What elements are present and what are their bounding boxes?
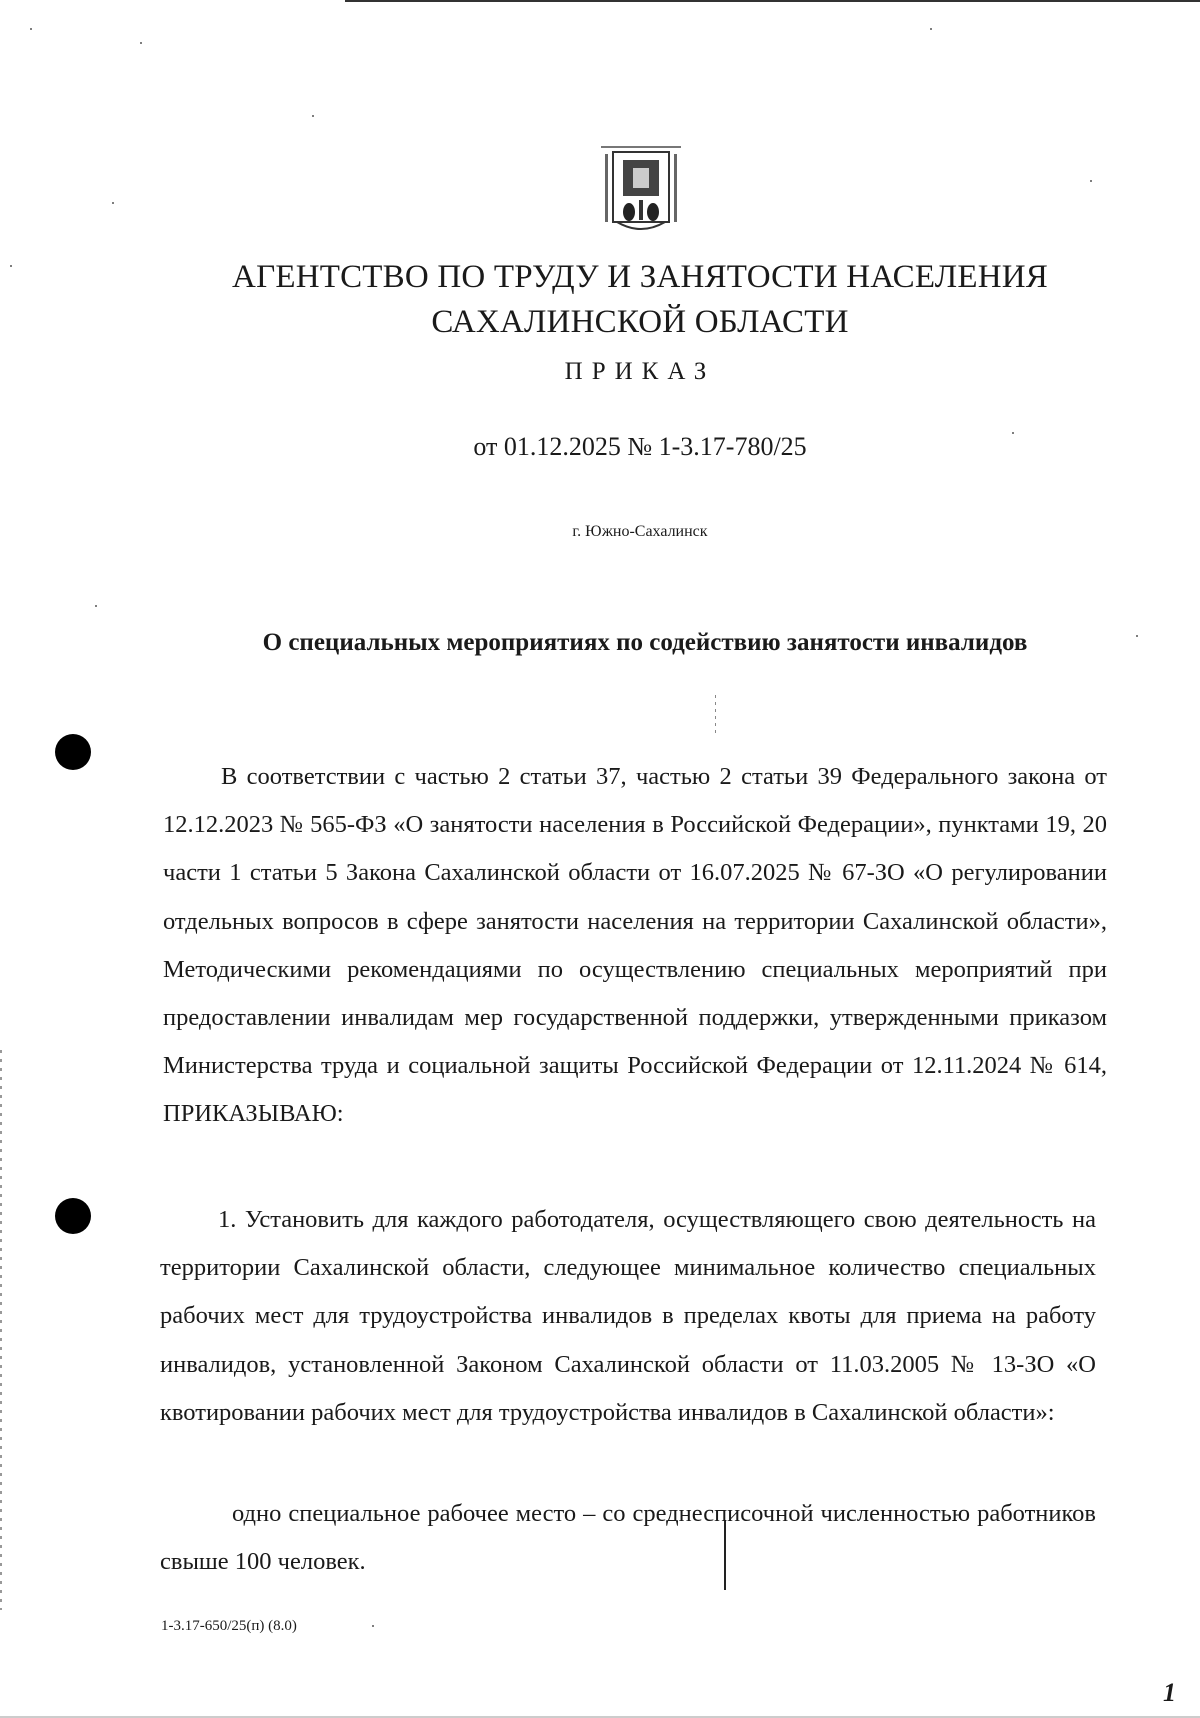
page-number: 1: [1163, 1678, 1176, 1707]
agency-name-line1: АГЕНТСТВО ПО ТРУДУ И ЗАНЯТОСТИ НАСЕЛЕНИЯ: [232, 259, 1048, 295]
city-label: г. Южно-Сахалинск: [572, 523, 708, 540]
punch-hole-top: [55, 734, 91, 770]
scan-speck: [112, 202, 114, 204]
item-1-paragraph: 1. Установить для каждого работодателя, осуществляющего свою деятельность на территории Сахалинской области, следующее минимальное количество специальных рабочих мест для трудоустройства инвалидов в пределах квоты для приема на работу инвалидов, установленной Законом Сахалинской области от 11.03.2005 № 13-ЗО «О квотировании рабочих мест для трудоустройства инвалидов в Сахалинской области»:: [160, 1206, 1096, 1426]
item-1-sub-paragraph: одно специальное рабочее место – со среднесписочной численностью работников свыше 100 человек.: [160, 1500, 1096, 1576]
scan-speck: [1090, 180, 1092, 182]
document-code: 1-3.17-650/25(п) (8.0): [161, 1618, 297, 1634]
coat-of-arms-emblem: [599, 142, 683, 238]
order-number: от 01.12.2025 № 1-3.17-780/25: [473, 432, 807, 461]
scan-speck: [30, 28, 32, 30]
preamble-paragraph: В соответствии с частью 2 статьи 37, частью 2 статьи 39 Федерального закона от 12.12.2023 № 565-ФЗ «О занятости населения в Российской Федерации», пунктами 19, 20 части 1 статьи 5 Закона Сахалинской области от 16.07.2025 № 67-ЗО «О регулировании отдельных вопросов в сфере занятости населения на территории Сахалинской области», Методическими рекомендациями по осуществлению специальных мероприятий при предоставлении инвалидам мер государственной поддержки, утвержденными приказом Министерства труда и социальной защиты Российской Федерации от 12.11.2024 № 614, ПРИКАЗЫВАЮ:: [163, 763, 1107, 1128]
scan-artifact-dashes: [715, 695, 716, 733]
scan-edge-top: [345, 0, 1200, 2]
scan-speck: [372, 1625, 374, 1627]
agency-name-line2: САХАЛИНСКОЙ ОБЛАСТИ: [431, 304, 849, 340]
scan-speck: [312, 115, 314, 117]
order-subject: О специальных мероприятиях по содействию занятости инвалидов: [262, 629, 1028, 656]
order-title: ПРИКАЗ: [564, 358, 716, 385]
punch-hole-bottom: [55, 1198, 91, 1234]
scan-speck: [930, 28, 932, 30]
scan-speck: [95, 605, 97, 607]
scan-speck: [140, 42, 142, 44]
scan-edge-left: [0, 1050, 2, 1610]
